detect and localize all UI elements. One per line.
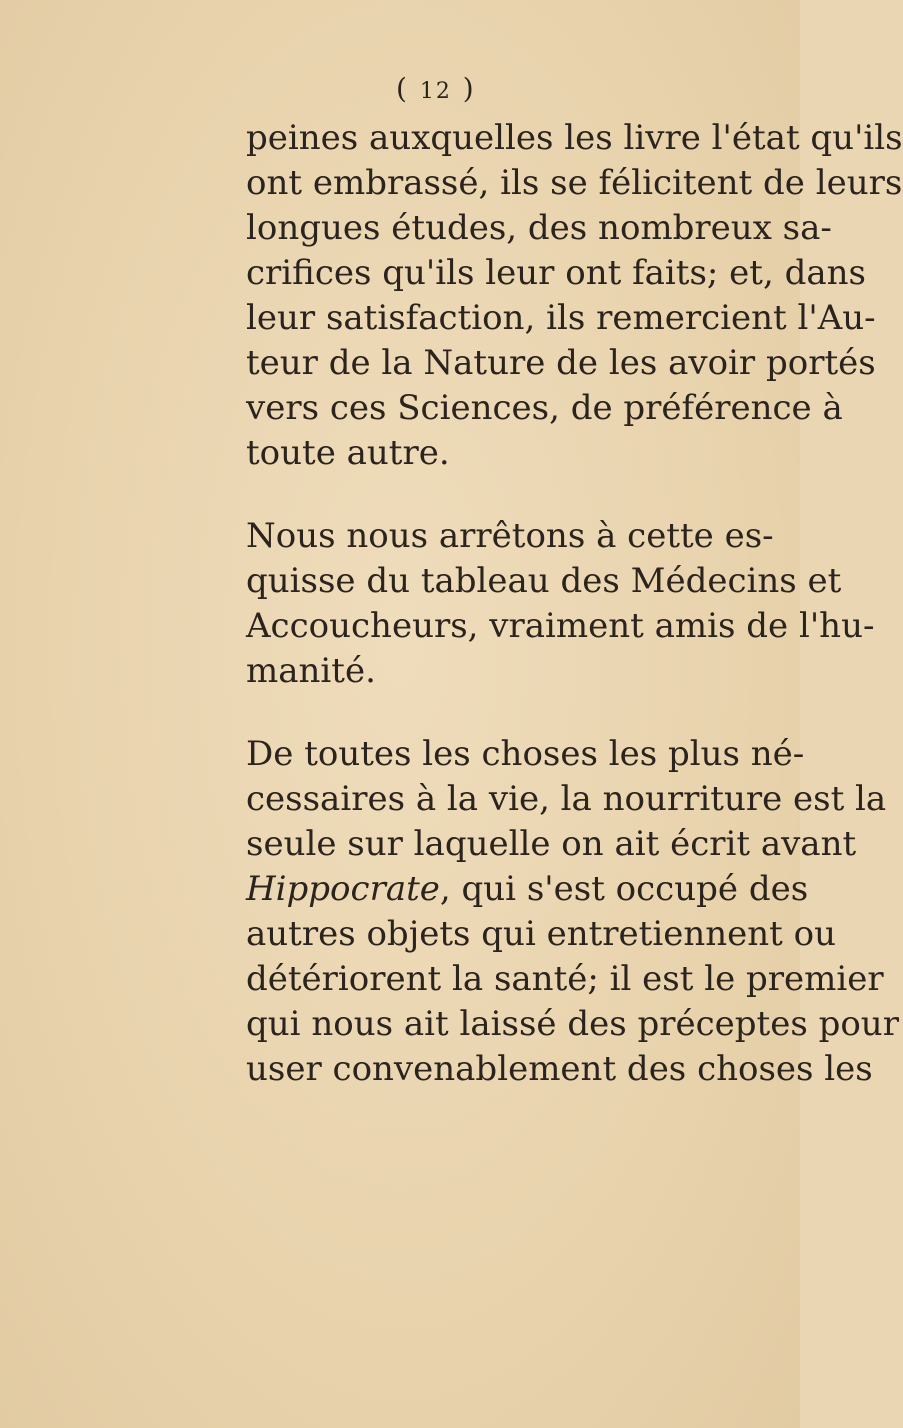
text-line: De toutes les choses les plus né- — [246, 734, 805, 774]
text-line: ont embrassé, ils se félicitent de leurs — [246, 163, 903, 203]
text-line: seule sur laquelle on ait écrit avant — [246, 824, 857, 864]
paragraph-2 — [246, 514, 875, 694]
italic-name: Hippocrate — [246, 869, 440, 909]
text-line: détériorent la santé; il est le premier — [246, 959, 884, 999]
page-number-value: 12 — [419, 79, 452, 104]
page-number-open: ( — [396, 72, 409, 105]
text-line: longues études, des nombreux sa- — [246, 208, 832, 248]
text-line: crifices qu'ils leur ont faits; et, dans — [246, 253, 866, 293]
text-line: leur satisfaction, ils remercient l'Au- — [246, 298, 876, 338]
text-line: toute autre. — [246, 433, 450, 473]
page-number — [246, 72, 766, 105]
paragraph-3 — [246, 732, 899, 1092]
text-line: autres objets qui entretiennent ou — [246, 914, 836, 954]
text-line: vers ces Sciences, de préférence à — [246, 388, 843, 428]
text-line: Accoucheurs, vraiment amis de l'hu- — [246, 606, 875, 646]
text-line: qui nous ait laissé des préceptes pour — [246, 1004, 899, 1044]
text-line-mixed — [246, 867, 809, 912]
text-line: quisse du tableau des Médecins et — [246, 561, 842, 601]
page-number-close: ) — [462, 72, 476, 105]
text-line: user convenablement des choses les — [246, 1049, 873, 1089]
text-line: manité. — [246, 651, 376, 691]
text-fragment: , qui s'est occupé des — [439, 869, 809, 909]
text-block — [246, 60, 903, 1092]
paragraph-1 — [246, 116, 903, 476]
text-line: teur de la Nature de les avoir portés — [246, 343, 876, 383]
text-line: cessaires à la vie, la nourriture est la — [246, 779, 887, 819]
text-line: Nous nous arrêtons à cette es- — [246, 516, 774, 556]
text-line: peines auxquelles les livre l'état qu'ils — [246, 118, 903, 158]
